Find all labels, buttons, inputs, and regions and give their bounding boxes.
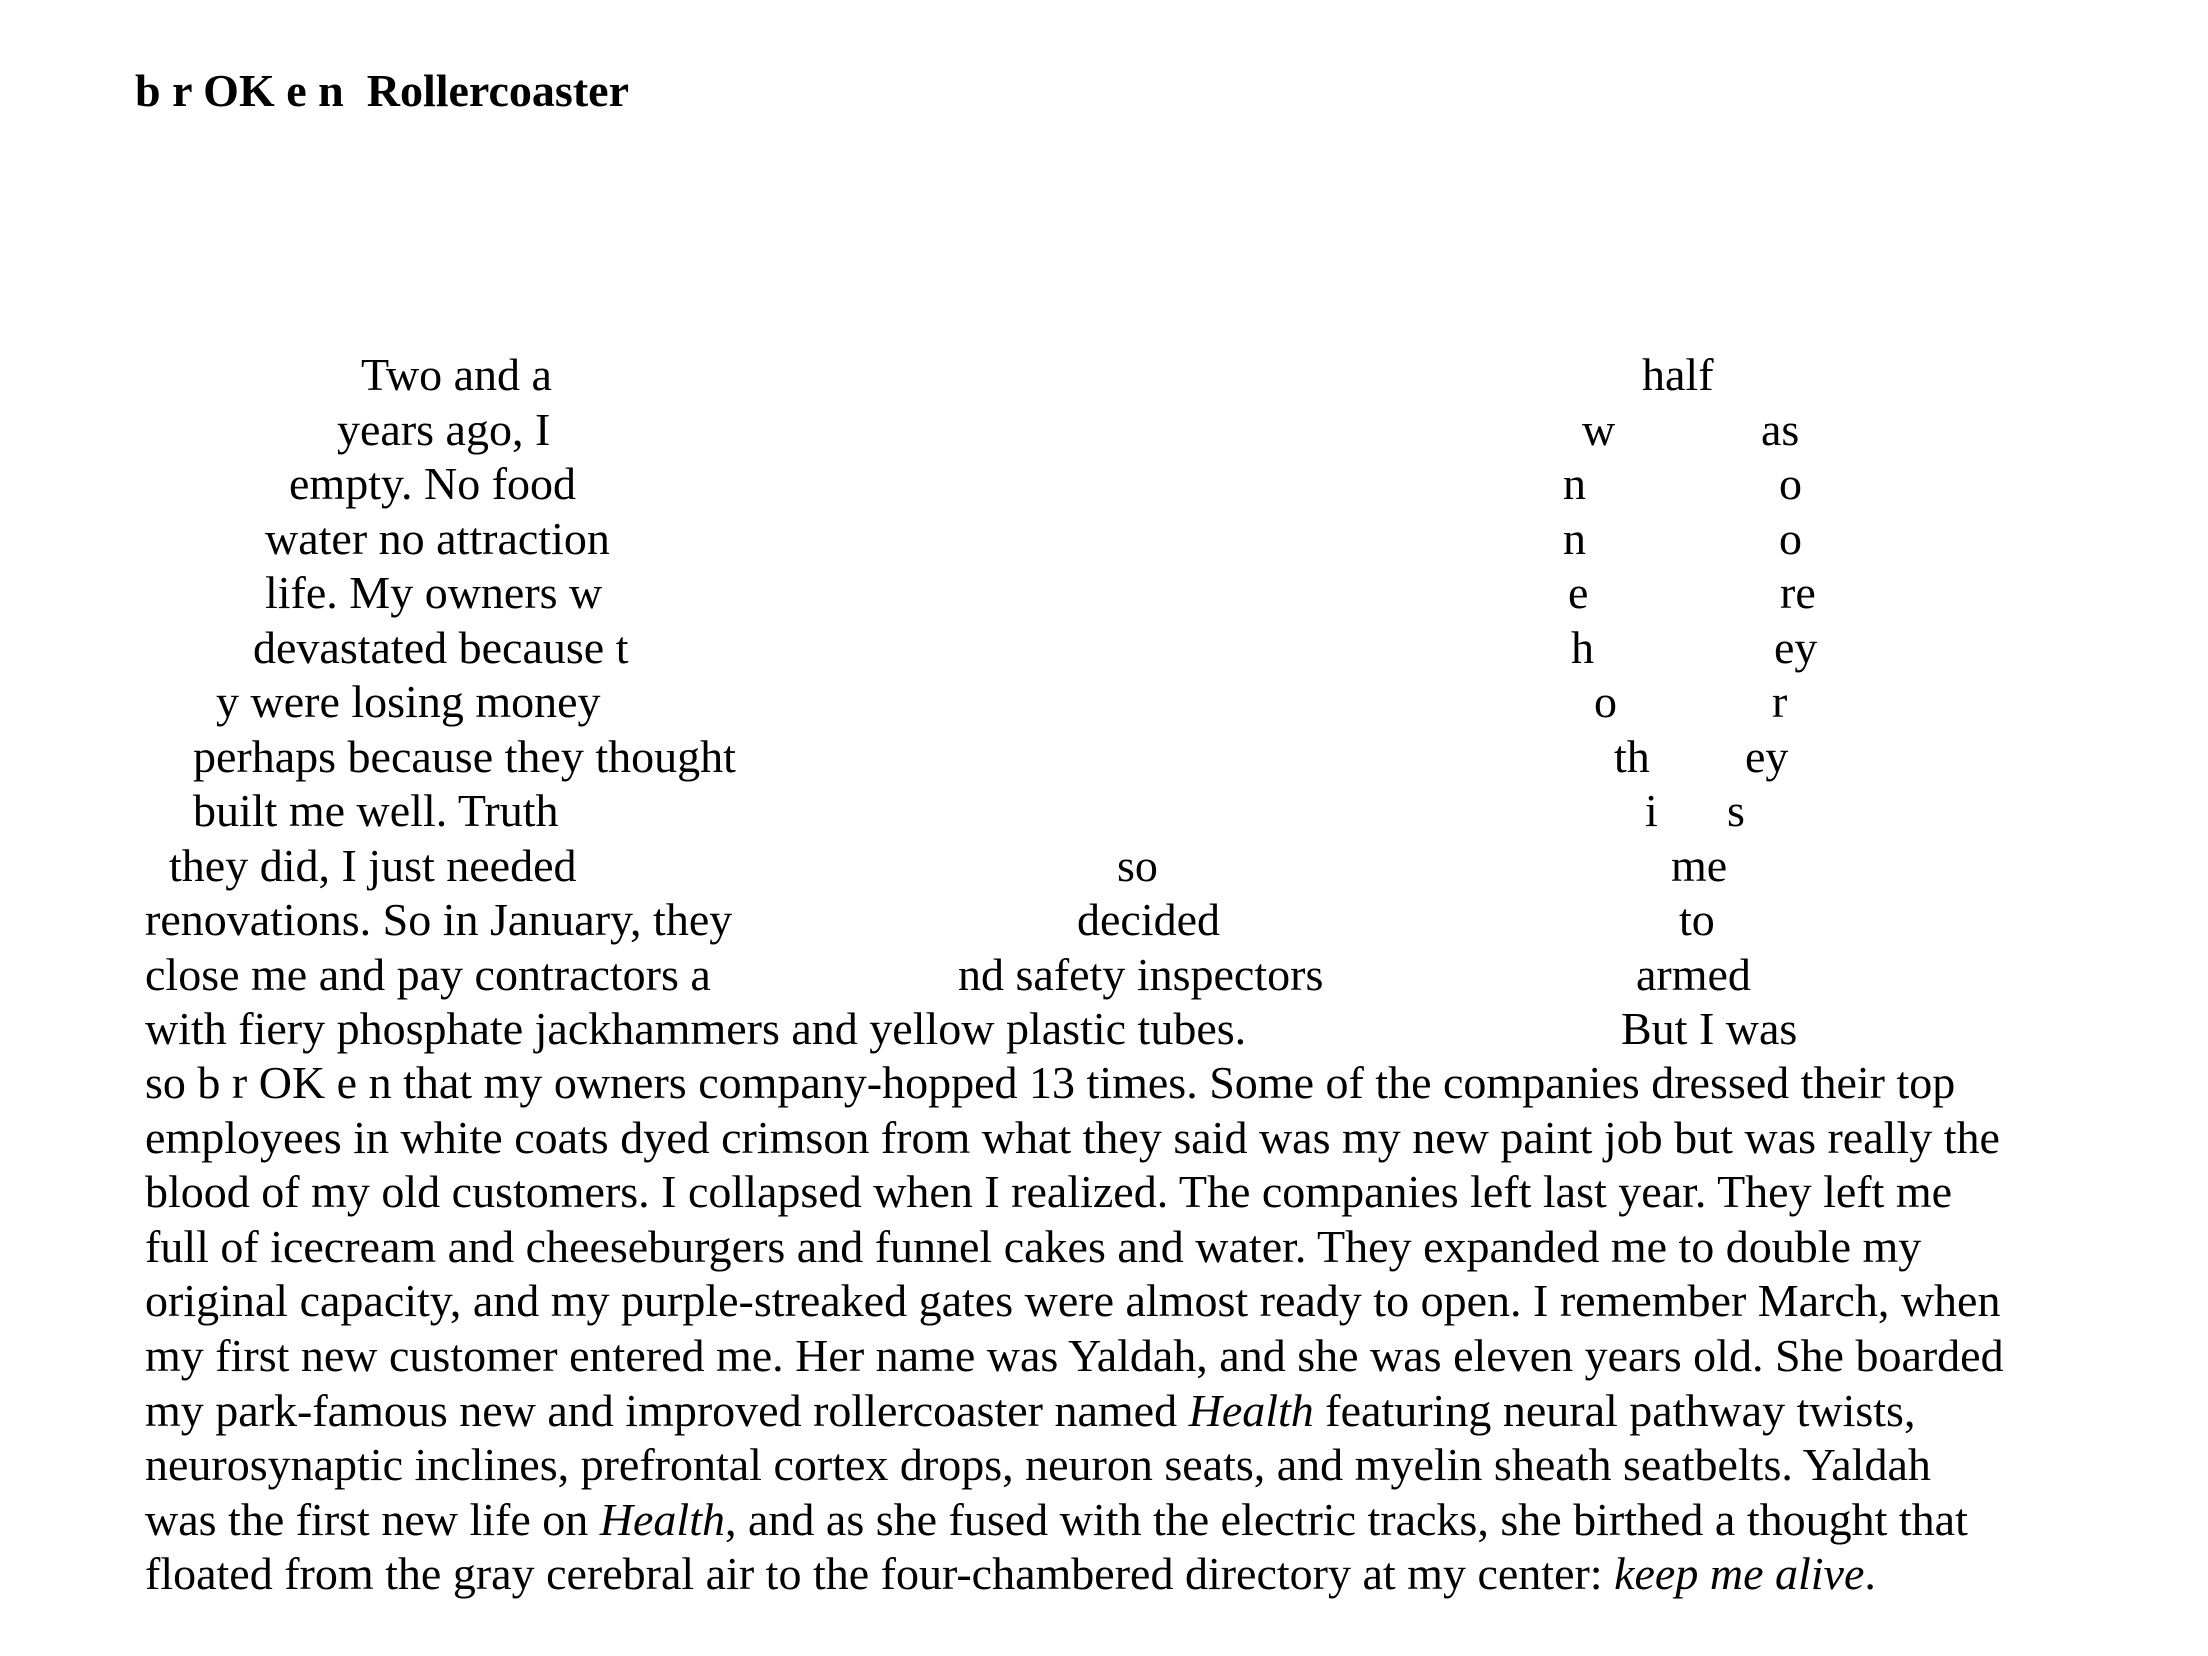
prose-line: employees in white coats dyed crimson from what they said was my new paint job but was really the [145, 1111, 2000, 1163]
shape-left-line: renovations. So in January, they [145, 894, 733, 945]
prose-text: my park-famous new and improved rollercoaster named [145, 1384, 1189, 1436]
shape-right-line: armed [1636, 949, 1751, 1000]
shape-right-line: n [1563, 513, 1586, 564]
prose-line: my first new customer entered me. Her name was Yaldah, and she was eleven years old. She boarded [145, 1329, 2004, 1381]
shape-left-line: built me well. Truth [193, 785, 559, 836]
shape-left-line: they did, I just needed [169, 840, 577, 891]
shape-right-line: me [1671, 840, 1728, 891]
prose-line: full of icecream and cheeseburgers and funnel cakes and water. They expanded me to double my [145, 1220, 1922, 1272]
shape-left-line: with fiery phosphate jackhammers and yellow plastic tubes. [145, 1003, 1247, 1054]
shape-right-line: s [1727, 785, 1745, 836]
shape-right-line: th [1614, 731, 1650, 782]
prose-text: floated from the gray cerebral air to the four-chambered directory at my center: [145, 1548, 1615, 1600]
prose-line: original capacity, and my purple-streaked gates were almost ready to open. I remember March, when [145, 1275, 2001, 1327]
prose-italic: Health [1188, 1384, 1314, 1436]
shape-right-line: o [1594, 676, 1617, 727]
shape-left-line: empty. No food [289, 458, 577, 509]
shape-right-line: i [1645, 785, 1658, 836]
shape-right-line: o [1779, 513, 1802, 564]
shape-right-line: re [1780, 567, 1816, 618]
prose-line [145, 1547, 2004, 1602]
prose-text: , and as she fused with the electric tracks, she birthed a thought that [724, 1493, 1968, 1545]
prose-line [145, 1493, 2004, 1548]
shape-right-line: ey [1745, 731, 1789, 782]
shape-right-line: half [1642, 349, 1714, 400]
shape-right-line: ey [1774, 622, 1818, 673]
shape-right-line: w [1582, 404, 1616, 455]
shape-right-line: But I was [1621, 1003, 1798, 1054]
shape-right-line: as [1761, 404, 1800, 455]
prose-text: . [1864, 1548, 1876, 1600]
shape-left-line: y were losing money [216, 676, 601, 727]
shape-left-line: close me and pay contractors a [145, 949, 711, 1000]
prose-text: was the first new life on [145, 1493, 600, 1545]
shape-right-line: n [1563, 458, 1586, 509]
shape-left-line: life. My owners w [265, 567, 603, 618]
prose-italic: keep me alive [1614, 1548, 1865, 1600]
prose-line: neurosynaptic inclines, prefrontal cortex drops, neuron seats, and myelin sheath seatbelts. Yaldah [145, 1439, 1931, 1491]
prose-line: so b r OK e n that my owners company-hopped 13 times. Some of the companies dressed their top [145, 1057, 1956, 1108]
prose-italic: Health [599, 1493, 725, 1545]
shape-middle-line: decided [1077, 894, 1221, 945]
shape-right-line: o [1779, 458, 1802, 509]
shape-middle-line: nd safety inspectors [958, 949, 1324, 1000]
prose-text: featuring neural pathway twists, [1313, 1384, 1916, 1436]
prose-line: blood of my old customers. I collapsed when I realized. The companies left last year. They left me [145, 1166, 1953, 1218]
shape-left-line: years ago, I [337, 404, 551, 455]
shape-middle-line: so [1117, 840, 1158, 891]
shape-right-line: to [1679, 894, 1715, 945]
shape-left-line: water no attraction [265, 513, 610, 564]
shape-right-line: r [1772, 676, 1788, 727]
shape-left-line: devastated because t [253, 622, 629, 673]
shape-right-line: h [1571, 622, 1594, 673]
shape-left-line: perhaps because they thought [193, 731, 736, 782]
shape-left-line: Two and a [361, 349, 552, 400]
prose-paragraph [145, 1056, 2004, 1602]
page-title: b r OK e n Rollercoaster [135, 65, 629, 116]
shape-right-line: e [1568, 567, 1589, 618]
prose-line [145, 1384, 2004, 1439]
